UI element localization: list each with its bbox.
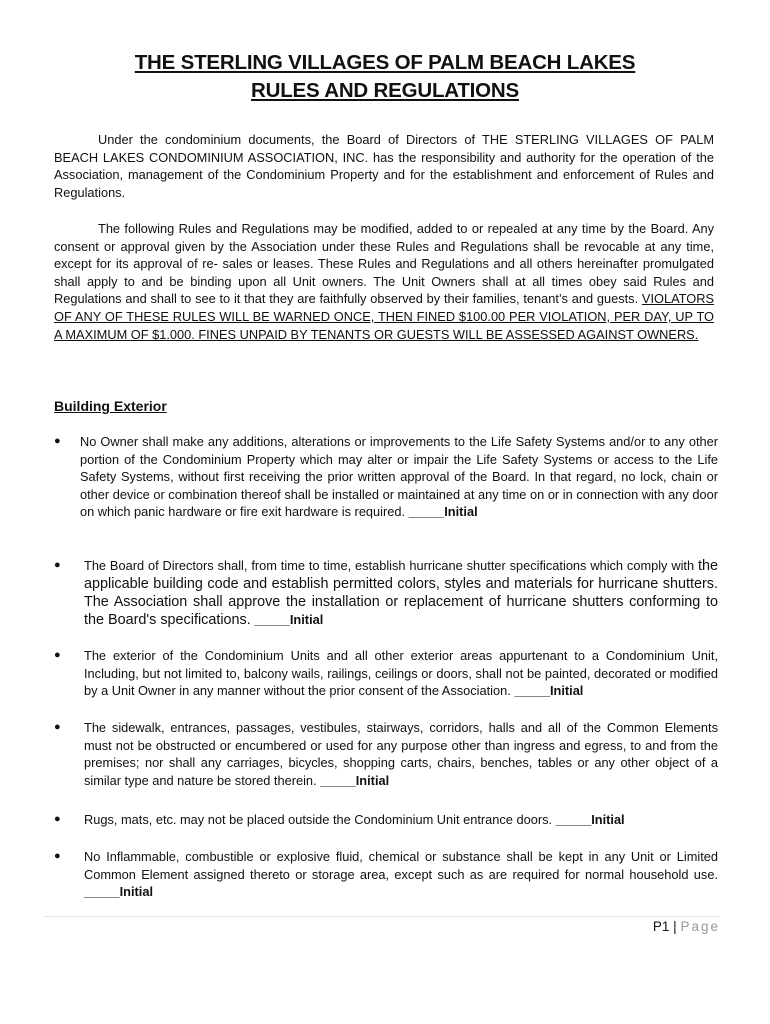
initial-field[interactable]: _____Initial <box>555 812 625 827</box>
initial-field[interactable]: _____Initial <box>320 772 390 788</box>
bullet-icon: ● <box>54 813 61 825</box>
rule-text: No Inflammable, combustible or explosive fluid, chemical or substance shall be kept in any Unit or Limited Common Element assigned thereto or storage area, except such as are required for normal household use. <box>84 849 718 882</box>
document-title: THE STERLING VILLAGES OF PALM BEACH LAKES <box>134 51 636 74</box>
list-item <box>54 647 718 700</box>
initial-field[interactable]: _____Initial <box>408 504 478 520</box>
intro-paragraph-2-text: The following Rules and Regulations may be modified, added to or repealed at any time by the Board. Any consent or approval given by the Association under these Rules and Regulations shall be revocable at any time, except for its approval of re- sales or leases. These Rules and Regulations and all others hereinafter promulgated shall apply to and be binding upon all Unit owners. The Unit Owners shall at all times obey said Rules and Regulations and shall to see to it that they are faithfully observed by their families, tenant’s and guests. <box>54 221 714 307</box>
rule-text: Rugs, mats, etc. may not be placed outside the Condominium Unit entrance doors. <box>84 812 553 827</box>
rule-text: The exterior of the Condominium Units and all other exterior areas appurtenant to a Condominium Unit, Including, but not limited to, balcony wails, railings, ceilings or doors, shall not be painted, decorated or modified by a Unit Owner in any manner without the prior consent of the Association. <box>84 648 718 699</box>
list-item <box>54 433 718 521</box>
list-item <box>54 719 718 789</box>
list-item <box>54 557 718 629</box>
intro-paragraph-2 <box>54 220 714 343</box>
footer-divider <box>44 916 720 917</box>
bullet-icon: ● <box>54 649 61 661</box>
list-item <box>54 811 718 829</box>
bullet-icon: ● <box>54 850 61 862</box>
intro-paragraph-1-text: Under the condominium documents, the Board of Directors of THE STERLING VILLAGES OF PALM BEACH LAKES CONDOMINIUM ASSOCIATION, INC. has the responsibility and authority for the operation of the Association, management of the Condominium Property and for the establishment and enforcement of Rules and Regulations. <box>54 132 714 200</box>
document-subtitle: RULES AND REGULATIONS <box>251 79 519 102</box>
bullet-icon: ● <box>54 721 61 733</box>
initial-field[interactable]: _____Initial <box>84 884 154 900</box>
violation-warning: VIOLATORS OF ANY OF THESE RULES WILL BE WARNED ONCE, THEN FINED $100.00 PER VIOLATION, PER DAY, UP TO A MAXIMUM OF $1.000. FINES UNPAID BY TENANTS OR GUESTS WILL BE ASSESSED AGAINST OWNERS. <box>54 291 714 342</box>
list-item <box>54 848 718 901</box>
rule-text: The Board of Directors shall, from time to time, establish hurricane shutter specifications which comply with <box>84 558 695 573</box>
rule-text: No Owner shall make any additions, alterations or improvements to the Life Safety Systems and/or to any other portion of the Condominium Property which may alter or impair the Life Safety Systems or access to the Life Safety Systems, without first receiving the prior written approval of the Board. In that regard, no lock, chain or other device or combination thereof shall be installed or maintained at any time on or in connection with any door on which panic hardware or fire exit hardware is required. <box>80 434 718 520</box>
initial-field[interactable]: _____Initial <box>514 683 584 699</box>
page-label: Page <box>680 919 720 934</box>
page-number: P1 | <box>652 919 677 934</box>
initial-field[interactable]: _____Initial <box>254 612 324 627</box>
bullet-icon: ● <box>54 435 61 447</box>
bullet-icon: ● <box>54 559 61 571</box>
section-heading-building-exterior: Building Exterior <box>54 398 167 414</box>
rule-text: The sidewalk, entrances, passages, vestibules, stairways, corridors, halls and all of the Common Elements must not be obstructed or encumbered or used for any purpose other than ingress and egress, to and from the premises; nor shall any carriages, bicycles, shopping carts, chairs, benches, tables or any other object of a similar type and nature be stored therein. <box>84 720 718 788</box>
rule-text-continuation: the applicable building code and establish permitted colors, styles and materials for hurricane shutters. The Association shall approve the installation or replacement of hurricane shutters conforming to the Board's specifications. <box>84 558 719 628</box>
intro-paragraph-1 <box>54 131 714 201</box>
page-footer <box>653 919 720 934</box>
